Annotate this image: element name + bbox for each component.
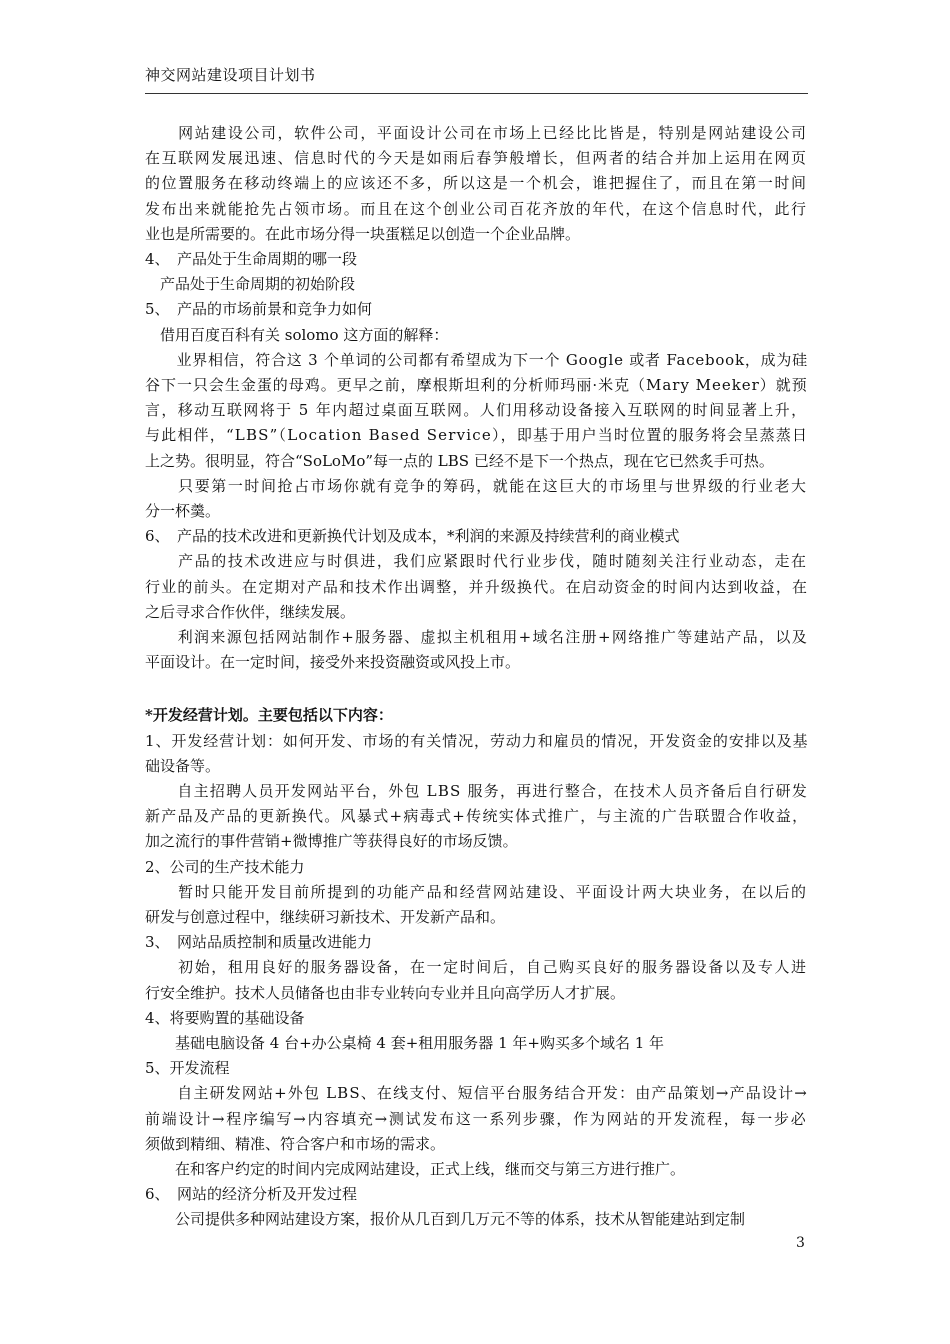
body-line: 在和客户约定的时间内完成网站建设，正式上线，继而交与第三方进行推广。	[145, 1160, 686, 1178]
body-line: 新产品及产品的更新换代。风暴式+病毒式+传统实体式推广，与主流的广告联盟合作收益，	[145, 807, 809, 826]
body-line: 须做到精细、精准、符合客户和市场的需求。	[145, 1134, 446, 1153]
body-line: 业界相信，符合这 3 个单词的公司都有希望成为下一个 Google 或者 Facebook，成为硅	[145, 350, 808, 369]
body-line: 加之流行的事件营销+微博推广等获得良好的市场反馈。	[145, 832, 518, 851]
body-line: 产品处于生命周期的初始阶段	[145, 275, 356, 294]
page-number: 3	[796, 1235, 805, 1251]
body-line: 研发与创意过程中，继续研习新技术、开发新产品和。	[145, 908, 506, 926]
body-line: 只要第一时间抢占市场你就有竞争的筹码，就能在这巨大的市场里与世界级的行业老大	[145, 476, 808, 495]
body-line: 公司提供多种网站建设方案，报价从几百到几万元不等的体系，技术从智能建站到定制	[145, 1210, 746, 1229]
body-line: 发布出来就能抢先占领市场。而且在这个创业公司百花齐放的年代，在这个信息时代，此行	[145, 199, 808, 218]
body-line: 5、开发流程	[145, 1059, 230, 1078]
body-line: 6、 产品的技术改进和更新换代计划及成本，*利润的来源及持续营利的商业模式	[145, 527, 680, 546]
body-line: 网站建设公司，软件公司，平面设计公司在市场上已经比比皆是，特别是网站建设公司	[145, 124, 808, 142]
body-line: 言，移动互联网将于 5 年内超过桌面互联网。人们用移动设备接入互联网的时间显著上升，	[145, 401, 808, 420]
running-header: 神交网站建设项目计划书	[145, 66, 316, 84]
body-line: 平面设计。在一定时间，接受外来投资融资或风投上市。	[145, 653, 521, 672]
header-divider	[145, 93, 808, 94]
body-line: 在互联网发展迅速、信息时代的今天是如雨后春笋般增长，但两者的结合并加上运用在网页	[145, 149, 808, 168]
body-line: 自主研发网站+外包 LBS、在线支付、短信平台服务结合开发：由产品策划→产品设计→	[145, 1084, 808, 1103]
body-line: 前端设计→程序编写→内容填充→测试发布这一系列步骤，作为网站的开发流程，每一步必	[145, 1109, 808, 1128]
body-line: 借用百度百科有关 solomo 这方面的解释：	[145, 325, 449, 344]
body-line: 4、 产品处于生命周期的哪一段	[145, 250, 358, 268]
body-line: 的位置服务在移动终端上的应该还不多，所以这是一个机会，谁把握住了，而且在第一时间	[145, 174, 808, 193]
body-line: 业也是所需要的。在此市场分得一块蛋糕足以创造一个企业品牌。	[145, 224, 581, 243]
body-line: 暂时只能开发目前所提到的功能产品和经营网站建设、平面设计两大块业务，在以后的	[145, 882, 808, 901]
body-line: 基础电脑设备 4 台+办公桌椅 4 套+租用服务器 1 年+购买多个域名 1 年	[145, 1034, 665, 1052]
body-line: 利润来源包括网站制作+服务器、虚拟主机租用+域名注册+网络推广等建站产品，以及	[145, 628, 809, 646]
body-line: 行安全维护。技术人员储备也由非专业转向专业并且向高学历人才扩展。	[145, 983, 626, 1002]
body-line: 3、 网站品质控制和质量改进能力	[145, 933, 373, 952]
body-line: 4、将要购置的基础设备	[145, 1008, 305, 1027]
body-line: 上之势。很明显，符合“SoLoMo”每一点的 LBS 已经不是下一个热点，现在它已然炙手可热。	[145, 451, 774, 470]
body-line: 6、 网站的经济分析及开发过程	[145, 1185, 358, 1204]
body-line: 行业的前头。在定期对产品和技术作出调整，并升级换代。在启动资金的时间内达到收益，在	[145, 577, 809, 596]
body-line: 分一杯羹。	[145, 502, 221, 520]
body-line: 2、公司的生产技术能力	[145, 857, 305, 876]
body-line: 础设备等。	[145, 756, 221, 775]
section-heading: *开发经营计划。主要包括以下内容：	[145, 706, 393, 725]
body-line: 与此相伴，“LBS”（Location Based Service），即基于用户当时位置的服务将会呈蒸蒸日	[145, 426, 809, 445]
body-line: 初始，租用良好的服务器设备，在一定时间后，自己购买良好的服务器设备以及专人进	[145, 958, 808, 977]
body-line: 1、开发经营计划：如何开发、市场的有关情况，劳动力和雇员的情况，开发资金的安排以及基	[145, 731, 809, 750]
body-line: 5、 产品的市场前景和竞争力如何	[145, 300, 373, 319]
body-line: 谷下一只会生金蛋的母鸡。更早之前，摩根斯坦利的分析师玛丽·米克（Mary Meeker）就预	[145, 376, 808, 394]
body-line: 之后寻求合作伙伴，继续发展。	[145, 602, 356, 621]
body-line: 产品的技术改进应与时俱进，我们应紧跟时代行业步伐，随时随刻关注行业动态，走在	[145, 552, 808, 571]
body-line: 自主招聘人员开发网站平台，外包 LBS 服务，再进行整合，在技术人员齐备后自行研发	[145, 782, 809, 800]
